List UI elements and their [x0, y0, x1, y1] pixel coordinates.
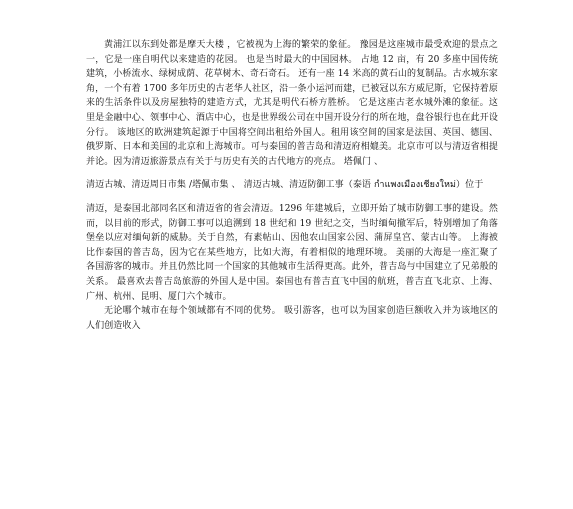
- paragraph-shanghai-landmarks: 黄浦江以东到处都是摩天大楼 ，它被视为上海的繁荣的象征。 豫园是这座城市最受欢迎的景点之一，它是一座自明代以来建造的花园。 也是当时最大的中国园林。 占地 12 亩，有 20 多座中国传统建筑，小桥流水、绿树成荫、花草树木、奇石奇石。 还有一座 14 米高的黄石山的复制品。古水城东家角，一个有着 1700 多年历史的古老华人社区，沿一条小运河而建，已被冠以东方威尼斯，它保持着原来的生活条件以及房屋独特的建造方式，尤其是明代石桥方胜桥。 它是这座古老水城外滩的象征。这里是金融中心、领事中心、酒店中心，也是世界级公司在中国开设分行的所在地，盘谷银行也在此开设分行。 该地区的欧洲建筑起源于中国将空间出租给外国人。租用该空间的国家是法国、英国、德国、俄罗斯、日本和美国的北京和上海城市。可与泰国的普吉岛和清迈府相媲美。北京市可以与清迈省相提并论。因为清迈旅游景点有关于与历史有关的古代地方的亮点。 塔佩门 、: [86, 40, 498, 167]
- document-body: [86, 38, 498, 333]
- paragraph-spacer: [86, 169, 498, 178]
- paragraph-chiang-mai-history: 清迈，是泰国北部同名区和清迈省的省会清迈。1296 年建城后，立即开始了城市防御工事的建设。然而，以目前的形式，防御工事可以追溯到 18 世纪和 19 世纪之交，当时缅甸撤军后，特别增加了角落堡垒以应对缅甸新的威胁。关于自然，有素帖山、因他农山国家公园、蒲屏皇宫、蒙古山等。 上海被比作泰国的普吉岛，因为它在某些地方，比如大海，有着相似的地理环境。 美丽的大海是一座汇聚了各国游客的城市。并且仍然比同一个国家的其他城市生活得更高。此外，普吉岛与中国建立了兄弟般的关系。 最喜欢去普吉岛旅游的外国人是中国。泰国也有普吉直飞中国的航班，普吉直飞北京、上海、广州、杭州、昆明、厦门六个城市。: [86, 203, 498, 302]
- paragraph-conclusion: 无论哪个城市在每个领域都有不同的优势。 吸引游客，也可以为国家创造巨额收入并为该地区的人们创造收入: [86, 306, 498, 331]
- paragraph-chiang-mai-sites: 清迈古城、清迈周日市集 /塔佩市集 、 清迈古城、清迈防御工事（泰语 กำแพงเมืองเชียงใหม่）位于: [86, 180, 484, 191]
- paragraph-spacer: [86, 193, 498, 202]
